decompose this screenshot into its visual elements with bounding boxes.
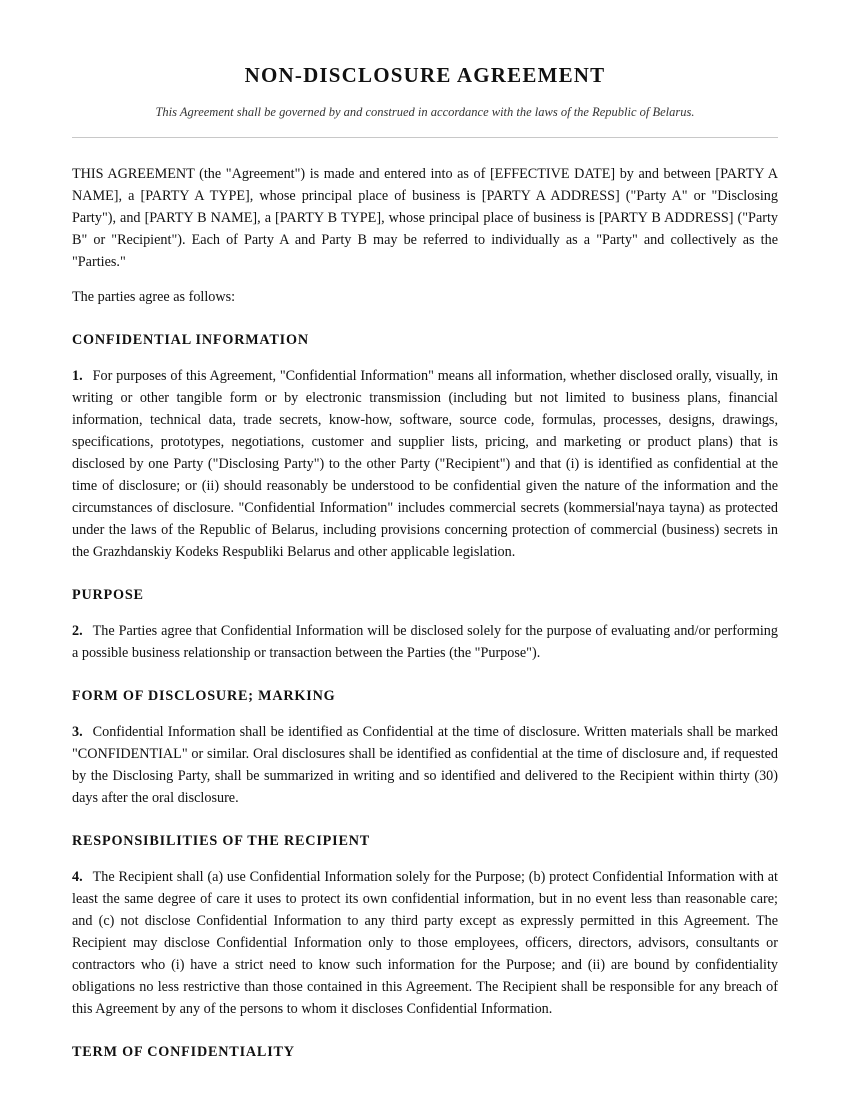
preamble-paragraph: THIS AGREEMENT (the "Agreement") is made and entered into as of [EFFECTIVE DATE] by and between [PARTY A NAME], a [PARTY A TYPE], whose principal place of business is [PARTY A ADDRESS] ("Party A" or "Disclosing Party"), and [PARTY B NAME], a [PARTY B TYPE], whose principal place of business is [PARTY B ADDRESS] ("Party B" or "Recipient"). Each of Party A and Party B may be referred to individually as a "Party" and collectively as the "Parties." bbox=[72, 166, 778, 270]
section-form-of-disclosure bbox=[72, 685, 778, 809]
section-heading: PURPOSE bbox=[72, 587, 144, 603]
section-term-of-confidentiality bbox=[72, 1041, 778, 1063]
section-responsibilities bbox=[72, 830, 778, 1020]
clause-paragraph bbox=[72, 365, 778, 563]
clause-number: 1. bbox=[72, 368, 83, 384]
document-title: NON-DISCLOSURE AGREEMENT bbox=[244, 63, 606, 87]
clause-text: The Recipient shall (a) use Confidential Information solely for the Purpose; (b) protect Confidential Information with at least the same degree of care it uses to protect its own confidential information, but in no event less than reasonable care; and (c) not disclose Confidential Information to any third party except as expressly permitted in this Agreement. The Recipient may disclose Confidential Information only to those employees, officers, directors, advisors, consultants or contractors who (i) have a strict need to know such information for the Purpose; and (ii) are bound by confidentiality obligations no less restrictive than those contained in this Agreement. The Recipient shall be responsible for any breach of this Agreement by any of the persons to whom it discloses Confidential Information. bbox=[72, 869, 778, 1017]
section-confidential-information bbox=[72, 329, 778, 563]
clause-number: 4. bbox=[72, 869, 83, 885]
header-divider bbox=[72, 137, 778, 138]
clause-paragraph bbox=[72, 866, 778, 1020]
section-heading: FORM OF DISCLOSURE; MARKING bbox=[72, 688, 336, 704]
section-heading: RESPONSIBILITIES OF THE RECIPIENT bbox=[72, 833, 371, 849]
section-heading: CONFIDENTIAL INFORMATION bbox=[72, 332, 309, 348]
clause-paragraph bbox=[72, 721, 778, 809]
section-purpose bbox=[72, 584, 778, 664]
clause-number: 3. bbox=[72, 724, 83, 740]
clause-paragraph bbox=[72, 620, 778, 664]
section-heading: TERM OF CONFIDENTIALITY bbox=[72, 1044, 295, 1060]
clause-text: Confidential Information shall be identified as Confidential at the time of disclosure. Written materials shall be marked "CONFIDENTIAL" or similar. Oral disclosures shall be identified as confidential at the time of disclosure and, if requested by the Disclosing Party, shall be summarized in writing and so identified and delivered to the Recipient within thirty (30) days after the oral disclosure. bbox=[72, 724, 778, 806]
clause-text: For purposes of this Agreement, "Confidential Information" means all information, whether disclosed orally, visually, in writing or other tangible form or by electronic transmission (including but not limited to business plans, financial information, technical data, trade secrets, know-how, software, source code, formulas, processes, designs, drawings, specifications, prototypes, negotiations, customer and supplier lists, pricing, and marketing or product plans) that is disclosed by one Party ("Disclosing Party") to the other Party ("Recipient") and that (i) is identified as confidential at the time of disclosure; or (ii) should reasonably be understood to be confidential given the nature of the information and the circumstances of disclosure. "Confidential Information" includes commercial secrets (kommersial'naya tayna) as protected under the laws of the Republic of Belarus, including provisions concerning protection of commercial (business) secrets in the Grazhdanskiy Kodeks Respubliki Belarus and other applicable legislation. bbox=[72, 368, 778, 560]
clause-number: 2. bbox=[72, 623, 83, 639]
agreement-intro: The parties agree as follows: bbox=[72, 289, 236, 305]
governing-law-subtitle: This Agreement shall be governed by and construed in accordance with the laws of the Republic of Belarus. bbox=[155, 105, 695, 119]
clause-text: The Parties agree that Confidential Information will be disclosed solely for the purpose of evaluating and/or performing a possible business relationship or transaction between the Parties (the "Purpose"). bbox=[72, 623, 778, 661]
